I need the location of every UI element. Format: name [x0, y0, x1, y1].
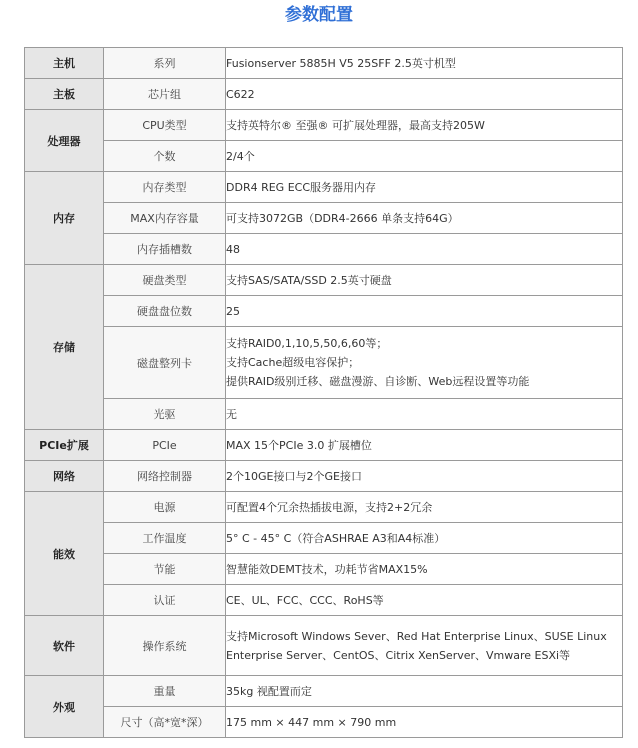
table-row — [25, 203, 623, 234]
category-cell: 外观 — [25, 676, 104, 738]
category-cell: 存储 — [25, 265, 104, 430]
item-cell: 网络控制器 — [104, 461, 226, 492]
value-cell: 支持英特尔® 至强® 可扩展处理器，最高支持205W — [226, 110, 623, 141]
spec-table — [24, 47, 623, 738]
value-cell: 5° C - 45° C（符合ASHRAE A3和A4标准） — [226, 523, 623, 554]
value-cell: 48 — [226, 234, 623, 265]
item-cell: 芯片组 — [104, 79, 226, 110]
table-row — [25, 461, 623, 492]
value-cell: 支持SAS/SATA/SSD 2.5英寸硬盘 — [226, 265, 623, 296]
table-row — [25, 234, 623, 265]
value-line: 支持Microsoft Windows Sever、Red Hat Enterprise Linux、SUSE Linux — [226, 629, 607, 643]
table-row — [25, 110, 623, 141]
item-cell: 内存类型 — [104, 172, 226, 203]
item-cell: MAX内存容量 — [104, 203, 226, 234]
table-row — [25, 430, 623, 461]
value-line: 提供RAID级别迁移、磁盘漫游、自诊断、Web远程设置等功能 — [226, 375, 530, 388]
category-cell: 主机 — [25, 48, 104, 79]
item-cell: 内存插槽数 — [104, 234, 226, 265]
value-cell: C622 — [226, 79, 623, 110]
category-cell: 能效 — [25, 492, 104, 616]
value-cell: 无 — [226, 399, 623, 430]
value-line: Enterprise Server、CentOS、Citrix XenServer、Vmware ESXi等 — [226, 648, 571, 662]
category-cell: 内存 — [25, 172, 104, 265]
value-cell — [226, 327, 623, 399]
value-cell: CE、UL、FCC、CCC、RoHS等 — [226, 585, 623, 616]
item-cell: 个数 — [104, 141, 226, 172]
table-row — [25, 676, 623, 707]
page-title: 参数配置 — [285, 5, 353, 25]
value-cell: 可支持3072GB（DDR4-2666 单条支持64G） — [226, 203, 623, 234]
table-row — [25, 48, 623, 79]
value-cell: 25 — [226, 296, 623, 327]
value-cell: 2个10GE接口与2个GE接口 — [226, 461, 623, 492]
table-row — [25, 554, 623, 585]
table-row — [25, 523, 623, 554]
value-cell: 可配置4个冗余热插拔电源，支持2+2冗余 — [226, 492, 623, 523]
value-cell: Fusionserver 5885H V5 25SFF 2.5英寸机型 — [226, 48, 623, 79]
item-cell: 操作系统 — [104, 616, 226, 676]
table-row — [25, 327, 623, 399]
item-cell: 重量 — [104, 676, 226, 707]
value-cell: 智慧能效DEMT技术，功耗节省MAX15% — [226, 554, 623, 585]
item-cell: 工作温度 — [104, 523, 226, 554]
category-cell: 网络 — [25, 461, 104, 492]
item-cell: 硬盘类型 — [104, 265, 226, 296]
item-cell: 光驱 — [104, 399, 226, 430]
table-row — [25, 492, 623, 523]
value-cell: DDR4 REG ECC服务器用内存 — [226, 172, 623, 203]
table-row — [25, 79, 623, 110]
item-cell: 认证 — [104, 585, 226, 616]
table-row — [25, 296, 623, 327]
value-line: 支持Cache超级电容保护； — [226, 356, 360, 369]
item-cell: 尺寸（高*宽*深） — [104, 707, 226, 738]
table-row — [25, 141, 623, 172]
table-row — [25, 172, 623, 203]
item-cell: 系列 — [104, 48, 226, 79]
value-cell: 2/4个 — [226, 141, 623, 172]
table-row — [25, 585, 623, 616]
table-row — [25, 399, 623, 430]
category-cell: 主板 — [25, 79, 104, 110]
value-cell: 175 mm × 447 mm × 790 mm — [226, 707, 623, 738]
item-cell: 电源 — [104, 492, 226, 523]
value-cell: MAX 15个PCIe 3.0 扩展槽位 — [226, 430, 623, 461]
table-row — [25, 616, 623, 676]
value-cell — [226, 616, 623, 676]
item-cell: 磁盘整列卡 — [104, 327, 226, 399]
item-cell: PCIe — [104, 430, 226, 461]
value-line: 支持RAID0,1,10,5,50,6,60等； — [226, 337, 388, 350]
item-cell: 硬盘盘位数 — [104, 296, 226, 327]
category-cell: PCIe扩展 — [25, 430, 104, 461]
category-cell: 处理器 — [25, 110, 104, 172]
category-cell: 软件 — [25, 616, 104, 676]
table-row — [25, 707, 623, 738]
item-cell: CPU类型 — [104, 110, 226, 141]
table-row — [25, 265, 623, 296]
item-cell: 节能 — [104, 554, 226, 585]
value-cell: 35kg 视配置而定 — [226, 676, 623, 707]
